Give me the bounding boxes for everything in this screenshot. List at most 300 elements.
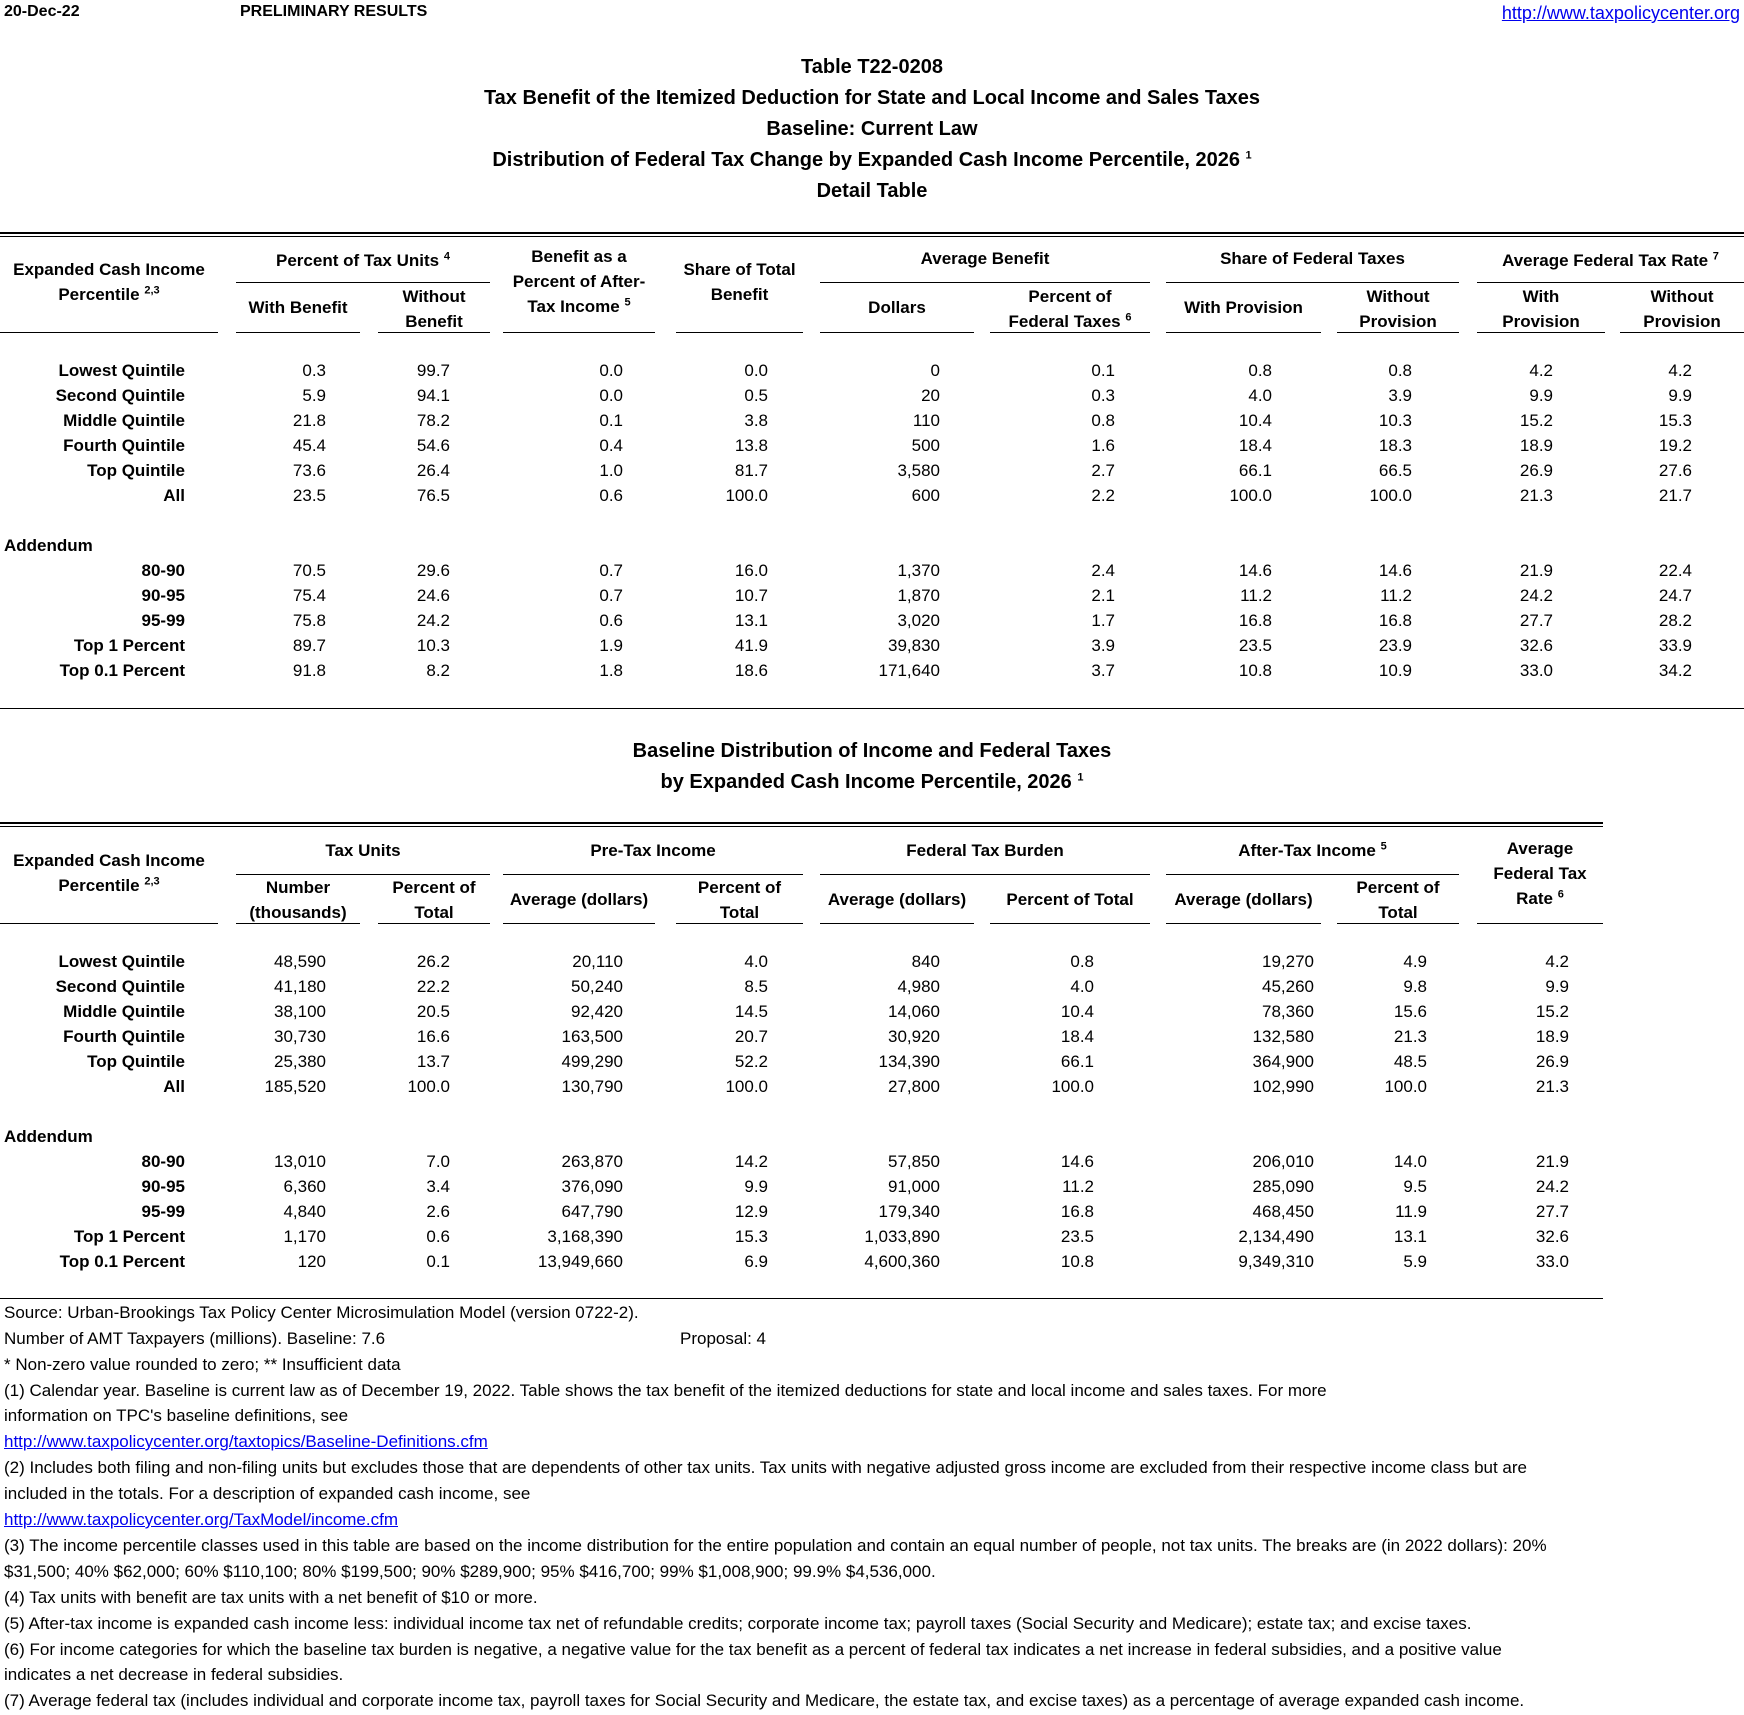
footnote-4: (4) Tax units with benefit are tax units with a net benefit of $10 or more. <box>4 1588 538 1607</box>
table-cell: 2.1 <box>1091 586 1115 605</box>
table-cell: 0.4 <box>599 436 623 455</box>
t1-group-underline <box>1477 282 1744 283</box>
table-cell: 34.2 <box>1658 661 1692 680</box>
t2-col-underline <box>1477 923 1603 924</box>
table-cell: 1,870 <box>897 586 940 605</box>
table-cell: 18.4 <box>1238 436 1272 455</box>
table-cell: 600 <box>911 486 940 505</box>
row-label: 90-95 <box>141 1177 185 1196</box>
distribution-subtitle-text: Distribution of Federal Tax Change by Expanded Cash Income Percentile, 2026 <box>492 149 1240 171</box>
table-cell: 0.7 <box>599 561 623 580</box>
table-cell: 41.9 <box>734 636 768 655</box>
table-cell: 134,390 <box>878 1052 940 1071</box>
detail-table-label: Detail Table <box>816 180 928 202</box>
table-cell: 500 <box>911 436 940 455</box>
t1-group-pct-tax-units: Percent of Tax Units $^4$ <box>276 250 450 270</box>
t2-group-aftertax-income: After-Tax Income $^5$ <box>1238 840 1387 860</box>
t2-col-underline <box>820 923 974 924</box>
table-cell: 75.4 <box>292 586 326 605</box>
table-cell: 18.6 <box>734 661 768 680</box>
table-cell: 4.2 <box>1668 361 1692 380</box>
table-cell: 39,830 <box>888 636 940 655</box>
table-cell: 499,290 <box>561 1052 623 1071</box>
table-cell: 13.1 <box>734 611 768 630</box>
table-cell: 33.0 <box>1519 661 1553 680</box>
table-cell: 76.5 <box>416 486 450 505</box>
table-cell: 100.0 <box>725 1077 768 1096</box>
t2-label-header: Expanded Cash Income Percentile $^{2,3}$ <box>13 851 205 895</box>
table-cell: 52.2 <box>734 1052 768 1071</box>
t2-col-underline <box>378 923 490 924</box>
table-cell: 4.2 <box>1545 952 1569 971</box>
table-cell: 10.7 <box>734 586 768 605</box>
t2-col-aftertax-avg: Average (dollars) <box>1174 890 1313 909</box>
baseline-subtitle: Baseline: Current Law <box>766 118 978 140</box>
table-cell: 99.7 <box>416 361 450 380</box>
table-cell: 102,990 <box>1252 1077 1314 1096</box>
table-cell: 19,270 <box>1262 952 1314 971</box>
table-cell: 15.3 <box>734 1227 768 1246</box>
table-cell: 1.8 <box>599 661 623 680</box>
t1-col-underline <box>236 332 360 333</box>
table-cell: 23.5 <box>1238 636 1272 655</box>
table-title: Tax Benefit of the Itemized Deduction for State and Local Income and Sales Taxes <box>483 87 1261 109</box>
table-cell: 14.5 <box>734 1002 768 1021</box>
table-2-bottom-rule <box>0 1298 1603 1299</box>
table-cell: 66.1 <box>1238 461 1272 480</box>
table-cell: 4,600,360 <box>864 1252 940 1271</box>
footnote-3-cont: $31,500; 40% $62,000; 60% $110,100; 80% $199,500; 90% $289,900; 95% $416,700; 99% $1,008,900; 99.9% $4,536,000. <box>4 1562 936 1581</box>
table-1-bottom-rule <box>0 708 1744 709</box>
table-cell: 75.8 <box>292 611 326 630</box>
t1-col-with-provision: With Provision <box>1184 298 1303 317</box>
t1-col-underline <box>378 332 490 333</box>
table-cell: 48.5 <box>1393 1052 1427 1071</box>
row-label: Lowest Quintile <box>58 361 185 380</box>
table-cell: 4.0 <box>744 952 768 971</box>
table-cell: 11.2 <box>1380 586 1412 605</box>
table-cell: 8.5 <box>744 977 768 996</box>
table-cell: 14.6 <box>1238 561 1272 580</box>
table-cell: 21.3 <box>1535 1077 1569 1096</box>
table-cell: 89.7 <box>292 636 326 655</box>
table-cell: 18.4 <box>1060 1027 1094 1046</box>
row-label: Fourth Quintile <box>63 1027 185 1046</box>
table-cell: 1.9 <box>599 636 623 655</box>
table-cell: 30,730 <box>274 1027 326 1046</box>
table-cell: 28.2 <box>1658 611 1692 630</box>
table-cell: 100.0 <box>1051 1077 1094 1096</box>
t2-col-number: Number (thousands) <box>249 878 347 922</box>
table-cell: 11.2 <box>1062 1177 1094 1196</box>
table-cell: 78.2 <box>416 411 450 430</box>
row-label: Middle Quintile <box>63 411 185 430</box>
table-cell: 100.0 <box>725 486 768 505</box>
row-label: 90-95 <box>141 586 185 605</box>
table-cell: 4,840 <box>283 1202 326 1221</box>
footnote-7: (7) Average federal tax (includes individual and corporate income tax, payroll taxes for Social Security and Medicare, the estate tax, and excise taxes) as a percentage of average expanded cash income. <box>4 1691 1525 1710</box>
footnote-5: (5) After-tax income is expanded cash income less: individual income tax net of refundable credits; corporate income tax; payroll taxes (Social Security and Medicare); estate tax; and excise taxes. <box>4 1614 1472 1633</box>
table-cell: 647,790 <box>561 1202 623 1221</box>
t1-label-header-line1: Expanded Cash Income <box>13 260 205 279</box>
t2-col-pretax-pct: Percent of Total <box>697 878 782 922</box>
table-cell: 3.9 <box>1091 636 1115 655</box>
row-label: Top 0.1 Percent <box>59 661 185 680</box>
table-cell: 0.3 <box>1091 386 1115 405</box>
table-cell: 24.6 <box>416 586 450 605</box>
table-cell: 19.2 <box>1658 436 1692 455</box>
table-cell: 263,870 <box>561 1152 623 1171</box>
table-id: Table T22-0208 <box>801 56 943 78</box>
table-cell: 0.8 <box>1091 411 1115 430</box>
table-cell: 15.3 <box>1658 411 1692 430</box>
t1-col-underline <box>1477 332 1605 333</box>
table-cell: 41,180 <box>274 977 326 996</box>
table-cell: 21.3 <box>1393 1027 1427 1046</box>
table-cell: 16.6 <box>416 1027 450 1046</box>
table-cell: 0.0 <box>599 361 623 380</box>
table-cell: 1,170 <box>283 1227 326 1246</box>
table-cell: 2.2 <box>1091 486 1115 505</box>
t2-col-avg-fed-tax-rate: Average Federal Tax Rate $^6$ <box>1493 839 1587 908</box>
distribution-subtitle <box>0 149 1744 172</box>
table-cell: 0.8 <box>1248 361 1272 380</box>
table-cell: 14.2 <box>734 1152 768 1171</box>
table-cell: 21.9 <box>1519 561 1553 580</box>
table-cell: 6.9 <box>744 1252 768 1271</box>
table-cell: 21.3 <box>1519 486 1553 505</box>
footnote-2-cont: included in the totals. For a description of expanded cash income, see <box>4 1484 531 1503</box>
table-cell: 20.7 <box>734 1027 768 1046</box>
table-cell: 45.4 <box>292 436 326 455</box>
row-label: Second Quintile <box>55 386 185 405</box>
table-cell: 33.0 <box>1535 1252 1569 1271</box>
table-cell: 0 <box>930 361 940 380</box>
table-cell: 3,020 <box>897 611 940 630</box>
table-cell: 132,580 <box>1252 1027 1314 1046</box>
amt-note: Number of AMT Taxpayers (millions). Baseline: 7.6 <box>4 1329 386 1348</box>
table-cell: 18.3 <box>1378 436 1412 455</box>
row-label: Top 0.1 Percent <box>59 1252 185 1271</box>
table-cell: 110 <box>912 411 940 430</box>
table-cell: 26.2 <box>416 952 450 971</box>
table-cell: 9.9 <box>1668 386 1692 405</box>
table-cell: 3.9 <box>1388 386 1412 405</box>
table-cell: 26.9 <box>1519 461 1553 480</box>
row-label: Second Quintile <box>55 977 185 996</box>
table-cell: 100.0 <box>1384 1077 1427 1096</box>
amt-proposal: Proposal: 4 <box>680 1329 766 1348</box>
table-cell: 27.7 <box>1535 1202 1569 1221</box>
table-cell: 11.2 <box>1240 586 1272 605</box>
table-cell: 15.2 <box>1535 1002 1569 1021</box>
table-cell: 2.4 <box>1091 561 1115 580</box>
t2-group-tax-units: Tax Units <box>325 841 401 860</box>
table-cell: 4.2 <box>1529 361 1553 380</box>
t2-group-federal-tax-burden: Federal Tax Burden <box>906 841 1064 860</box>
table-cell: 24.2 <box>1519 586 1553 605</box>
table-cell: 0.5 <box>744 386 768 405</box>
t2-col-underline <box>1166 923 1321 924</box>
table-cell: 23.5 <box>1060 1227 1094 1246</box>
table-cell: 25,380 <box>274 1052 326 1071</box>
t2-col-underline <box>990 923 1150 924</box>
t1-group-avg-fed-tax-rate: Average Federal Tax Rate $^7$ <box>1502 250 1719 270</box>
table-cell: 9.9 <box>744 1177 768 1196</box>
t2-col-burden-pct: Percent of Total <box>1006 890 1134 909</box>
table-cell: 185,520 <box>264 1077 326 1096</box>
table-cell: 10.9 <box>1378 661 1412 680</box>
table-cell: 20,110 <box>572 952 623 971</box>
table-cell: 91,000 <box>888 1177 940 1196</box>
table-cell: 0.6 <box>599 486 623 505</box>
table-cell: 1.7 <box>1091 611 1115 630</box>
row-label: Top 1 Percent <box>73 1227 185 1246</box>
row-label: 95-99 <box>141 611 185 630</box>
table-cell: 5.9 <box>1403 1252 1427 1271</box>
table-cell: 0.0 <box>744 361 768 380</box>
table-cell: 20.5 <box>416 1002 450 1021</box>
table-cell: 14.0 <box>1393 1152 1427 1171</box>
table-cell: 16.0 <box>734 561 768 580</box>
t2-col-underline <box>503 923 655 924</box>
table-cell: 0.6 <box>426 1227 450 1246</box>
table-cell: 13,949,660 <box>537 1252 623 1271</box>
table-cell: 2.6 <box>426 1202 450 1221</box>
table-cell: 468,450 <box>1252 1202 1314 1221</box>
t1-label-header <box>0 257 218 307</box>
row-label: Lowest Quintile <box>58 952 185 971</box>
table-cell: 27,800 <box>888 1077 940 1096</box>
t1-col-underline <box>1337 332 1459 333</box>
table-cell: 1.6 <box>1091 436 1115 455</box>
table-cell: 2.7 <box>1091 461 1115 480</box>
table-cell: 23.9 <box>1378 636 1412 655</box>
table-cell: 285,090 <box>1252 1177 1314 1196</box>
table-cell: 120 <box>297 1252 326 1271</box>
table-cell: 0.7 <box>599 586 623 605</box>
table-cell: 0.0 <box>599 386 623 405</box>
table-cell: 364,900 <box>1252 1052 1314 1071</box>
table-cell: 22.4 <box>1658 561 1692 580</box>
footnote-2: (2) Includes both filing and non-filing units but excludes those that are dependents of other tax units. Tax units with negative adjusted gross income are excluded from their respective income class but are <box>4 1458 1527 1477</box>
table-cell: 10.8 <box>1060 1252 1094 1271</box>
t1-group-underline <box>1166 282 1459 283</box>
t2-col-underline <box>236 923 360 924</box>
tpc-home-link[interactable]: http://www.taxpolicycenter.org <box>1501 3 1740 23</box>
table-cell: 26.4 <box>416 461 450 480</box>
table-cell: 0.8 <box>1070 952 1094 971</box>
table-cell: 18.9 <box>1519 436 1553 455</box>
table-cell: 3.7 <box>1091 661 1115 680</box>
row-label: All <box>163 1077 185 1096</box>
table-cell: 0.6 <box>599 611 623 630</box>
table-cell: 50,240 <box>571 977 623 996</box>
table-cell: 0.1 <box>426 1252 450 1271</box>
table-cell: 376,090 <box>561 1177 623 1196</box>
row-label: 80-90 <box>141 1152 185 1171</box>
table-cell: 9.5 <box>1403 1177 1427 1196</box>
table-cell: 20 <box>921 386 940 405</box>
t2-col-burden-avg: Average (dollars) <box>827 890 967 909</box>
t1-group-average-benefit: Average Benefit <box>920 249 1050 268</box>
table-cell: 3,168,390 <box>547 1227 623 1246</box>
table-cell: 12.9 <box>734 1202 768 1221</box>
table-cell: 171,640 <box>878 661 940 680</box>
table-cell: 0.1 <box>599 411 623 430</box>
table-cell: 66.1 <box>1060 1052 1094 1071</box>
t2-col-aftertax-pct: Percent of Total <box>1356 878 1440 922</box>
t2-col-pretax-avg: Average (dollars) <box>509 890 649 909</box>
table-cell: 48,590 <box>274 952 326 971</box>
table-cell: 57,850 <box>888 1152 940 1171</box>
table-cell: 3,580 <box>897 461 940 480</box>
table-2-title: Baseline Distribution of Income and Federal Taxes <box>632 740 1112 762</box>
table-cell: 9.9 <box>1529 386 1553 405</box>
table-cell: 21.7 <box>1658 486 1692 505</box>
table-cell: 14.6 <box>1378 561 1412 580</box>
t1-label-underline <box>0 332 218 333</box>
table-cell: 16.8 <box>1378 611 1412 630</box>
table-cell: 6,360 <box>283 1177 326 1196</box>
table-cell: 11.9 <box>1395 1202 1427 1221</box>
table-cell: 27.7 <box>1519 611 1553 630</box>
table-cell: 29.6 <box>416 561 450 580</box>
table-cell: 18.9 <box>1535 1027 1569 1046</box>
table-cell: 4,980 <box>897 977 940 996</box>
table-cell: 9.8 <box>1403 977 1427 996</box>
table-cell: 1,370 <box>897 561 940 580</box>
row-label: Fourth Quintile <box>63 436 185 455</box>
row-label: 80-90 <box>141 561 185 580</box>
row-label: 95-99 <box>141 1202 185 1221</box>
footnote-6-cont: indicates a net decrease in federal subsidies. <box>4 1665 344 1684</box>
t1-col-benefit-pct-aftertax: Benefit as a Percent of After- Tax Income $^5$ <box>512 247 646 316</box>
table-cell: 3.8 <box>744 411 768 430</box>
t1-col-share-total-benefit: Share of Total Benefit <box>683 260 796 304</box>
t1-col-underline <box>990 332 1150 333</box>
table-cell: 27.6 <box>1658 461 1692 480</box>
t2-col-underline <box>1337 923 1459 924</box>
table-cell: 0.8 <box>1388 361 1412 380</box>
table-cell: 14,060 <box>888 1002 940 1021</box>
t1-group-underline <box>820 282 1150 283</box>
table-cell: 9.9 <box>1545 977 1569 996</box>
table-cell: 21.8 <box>292 411 326 430</box>
table-cell: 92,420 <box>571 1002 623 1021</box>
table-cell: 24.7 <box>1658 586 1692 605</box>
t2-label-underline <box>0 923 218 924</box>
t1-col-underline <box>1166 332 1321 333</box>
table-cell: 100.0 <box>1369 486 1412 505</box>
table-cell: 10.4 <box>1060 1002 1094 1021</box>
table-cell: 179,340 <box>878 1202 940 1221</box>
table-cell: 206,010 <box>1252 1152 1314 1171</box>
row-label: Middle Quintile <box>63 1002 185 1021</box>
table-cell: 100.0 <box>407 1077 450 1096</box>
table-cell: 13.8 <box>734 436 768 455</box>
t1-col-without-provision: Without Provision <box>1359 287 1437 331</box>
table-cell: 15.6 <box>1393 1002 1427 1021</box>
t2-group-underline <box>820 874 1150 875</box>
table-cell: 9,349,310 <box>1238 1252 1314 1271</box>
table-cell: 81.7 <box>734 461 768 480</box>
t2-col-underline <box>676 923 803 924</box>
table-cell: 14.6 <box>1060 1152 1094 1171</box>
footnote-3: (3) The income percentile classes used in this table are based on the income distribution for the entire population and contain an equal number of people, not tax units. The breaks are (in 2022 dollars): 20% <box>4 1536 1547 1555</box>
t2-group-pretax-income: Pre-Tax Income <box>590 841 716 860</box>
t1-col-underline <box>1620 332 1744 333</box>
table-cell: 10.3 <box>1378 411 1412 430</box>
table-cell: 4.0 <box>1248 386 1272 405</box>
t1-col-underline <box>820 332 974 333</box>
table-2-top-rule <box>0 822 1603 827</box>
table-cell: 16.8 <box>1238 611 1272 630</box>
table-cell: 24.2 <box>1535 1177 1569 1196</box>
table-2-subtitle: by Expanded Cash Income Percentile, 2026 $^1$ <box>660 771 1084 793</box>
footnote-6: (6) For income categories for which the baseline tax burden is negative, a negative value for the tax benefit as a percent of federal tax indicates a net increase in federal subsidies, and a positive value <box>4 1640 1502 1659</box>
table-cell: 23.5 <box>292 486 326 505</box>
t1-col-rate-with: With Provision <box>1502 287 1580 331</box>
table-cell: 26.9 <box>1535 1052 1569 1071</box>
table-1-top-rule <box>0 232 1744 237</box>
table-cell: 54.6 <box>416 436 450 455</box>
table-cell: 7.0 <box>426 1152 450 1171</box>
table-cell: 78,360 <box>1262 1002 1314 1021</box>
table-cell: 94.1 <box>416 386 450 405</box>
t1-group-underline <box>236 282 490 283</box>
table-cell: 22.2 <box>416 977 450 996</box>
table-cell: 30,920 <box>888 1027 940 1046</box>
footnote-ref: 1 <box>1245 149 1252 162</box>
t1-col-dollars: Dollars <box>868 298 926 317</box>
row-label: Top Quintile <box>87 461 185 480</box>
table-cell: 4.0 <box>1070 977 1094 996</box>
table-cell: 8.2 <box>426 661 450 680</box>
preliminary-label: PRELIMINARY RESULTS <box>240 3 428 20</box>
t1-col-without-benefit: Without Benefit <box>402 287 466 331</box>
table-cell: 840 <box>911 952 940 971</box>
source-note: Source: Urban-Brookings Tax Policy Center Microsimulation Model (version 0722-2). <box>4 1303 639 1322</box>
t1-col-rate-without: Without Provision <box>1643 287 1721 331</box>
table-cell: 38,100 <box>274 1002 326 1021</box>
row-label: All <box>163 486 185 505</box>
table-cell: 66.5 <box>1378 461 1412 480</box>
legend-note: * Non-zero value rounded to zero; ** Insufficient data <box>4 1355 401 1374</box>
table-cell: 73.6 <box>292 461 326 480</box>
table-cell: 0.1 <box>1091 361 1115 380</box>
table-cell: 100.0 <box>1229 486 1272 505</box>
table-cell: 130,790 <box>561 1077 623 1096</box>
t1-label-header-line2: Percentile $^{2,3}$ <box>58 284 160 304</box>
footnote-1: (1) Calendar year. Baseline is current law as of December 19, 2022. Table shows the tax benefit of the itemized deductions for state and local income and sales taxes. For more <box>4 1381 1327 1400</box>
table-cell: 1,033,890 <box>864 1227 940 1246</box>
table-cell: 163,500 <box>561 1027 623 1046</box>
income-definition-link[interactable]: http://www.taxpolicycenter.org/TaxModel/income.cfm <box>4 1510 398 1529</box>
footnote-1-cont: information on TPC's baseline definitions, see <box>4 1406 349 1425</box>
table-cell: 13.7 <box>416 1052 450 1071</box>
baseline-definitions-link[interactable]: http://www.taxpolicycenter.org/taxtopics/Baseline-Definitions.cfm <box>4 1432 488 1451</box>
t2-addendum-label: Addendum <box>4 1127 93 1146</box>
table-cell: 13.1 <box>1393 1227 1427 1246</box>
table-cell: 3.4 <box>426 1177 450 1196</box>
t2-col-pct-total-units: Percent of Total <box>392 878 476 922</box>
table-cell: 2,134,490 <box>1238 1227 1314 1246</box>
table-cell: 32.6 <box>1535 1227 1569 1246</box>
table-cell: 16.8 <box>1060 1202 1094 1221</box>
table-cell: 45,260 <box>1262 977 1314 996</box>
t1-group-share-federal-taxes: Share of Federal Taxes <box>1220 249 1405 268</box>
